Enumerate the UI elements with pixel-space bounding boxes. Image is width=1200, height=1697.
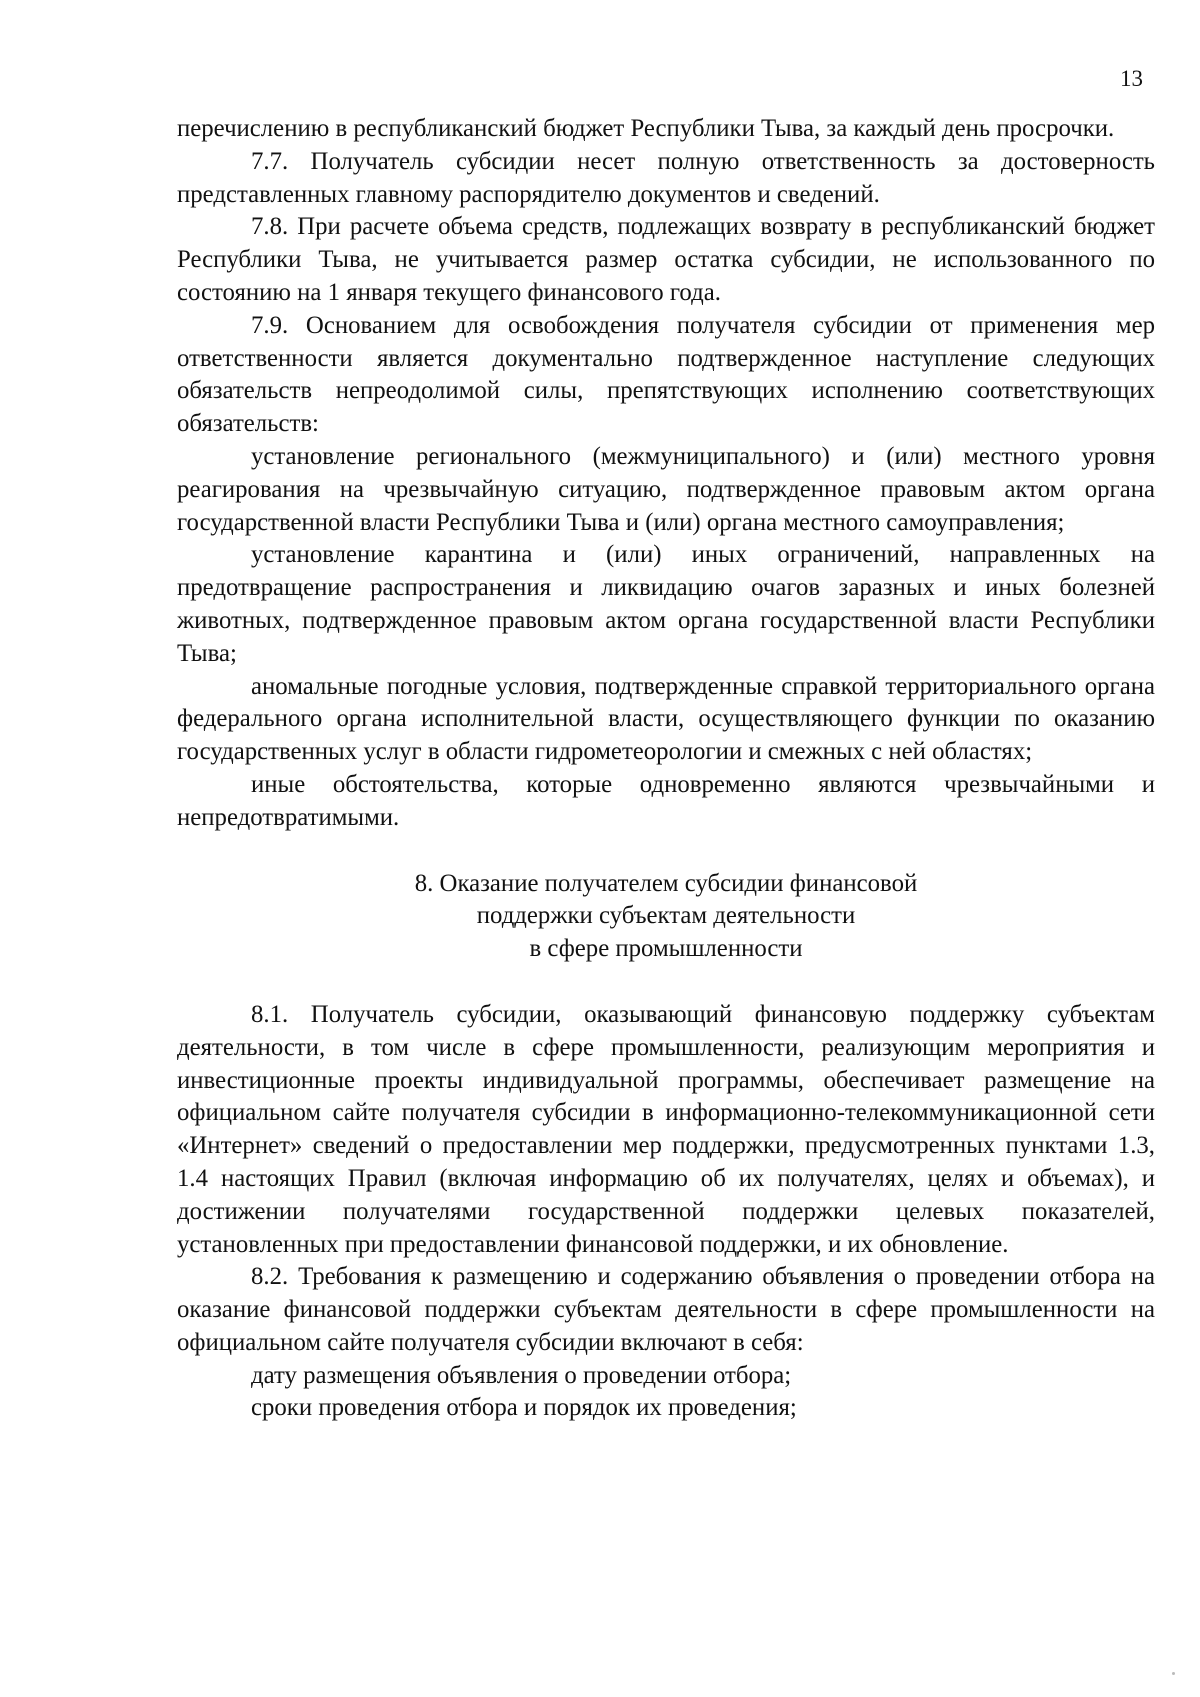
- section-8-title-line-3: в сфере промышленности: [529, 935, 803, 963]
- list-item-announcement-date: дату размещения объявления о проведении отбора;: [251, 1361, 792, 1389]
- section-8-title-line-2: поддержки субъектам деятельности: [476, 902, 856, 930]
- list-item-emergency: установление регионального (межмуниципального) и (или) местного уровня реагирования на чрезвычайную ситуацию, подтвержденное правовым актом органа государственной власти Республики Тыва и (или) органа местного самоуправления;: [177, 442, 1155, 536]
- section-8-title-line-1: 8. Оказание получателем субсидии финансовой: [414, 869, 918, 897]
- section-8-heading: [177, 868, 1155, 966]
- document-body: [177, 113, 1155, 1425]
- scan-speck: [1172, 1672, 1175, 1675]
- list-item-weather: аномальные погодные условия, подтвержденные справкой территориального органа федерального органа исполнительной власти, осуществляющего функции по оказанию государственных услуг в области гидрометеорологии и смежных с ней областях;: [177, 672, 1155, 766]
- list-item-quarantine: установление карантина и (или) иных ограничений, направленных на предотвращение распространения и ликвидацию очагов заразных и иных болезней животных, подтвержденное правовым актом органа государственной власти Республики Тыва;: [177, 541, 1155, 667]
- page-number: 13: [1120, 66, 1143, 91]
- paragraph-7-7: 7.7. Получатель субсидии несет полную ответственность за достоверность представленных главному распорядителю документов и сведений.: [177, 147, 1155, 208]
- paragraph-continuation: перечислению в республиканский бюджет Республики Тыва, за каждый день просрочки.: [177, 115, 1115, 142]
- paragraph-7-8: 7.8. При расчете объема средств, подлежащих возврату в республиканский бюджет Республики Тыва, не учитывается размер остатка субсидии, не использованного по состоянию на 1 января текущего финансового года.: [177, 213, 1155, 306]
- list-item-selection-terms: сроки проведения отбора и порядок их проведения;: [251, 1394, 797, 1422]
- paragraph-8-1: 8.1. Получатель субсидии, оказывающий финансовую поддержку субъектам деятельности, в том числе в сфере промышленности, реализующим мероприятия и инвестиционные проекты индивидуальной программы, обеспечивает размещение на официальном сайте получателя субсидии в информационно-телекоммуникационной сети «Интернет» сведений о предоставлении мер поддержки, предусмотренных пунктами 1.3, 1.4 настоящих Правил (включая информацию об их получателях, целях и объемах), и достижении получателями государственной поддержки целевых показателей, установленных при предоставлении финансовой поддержки, и их обновление.: [177, 1000, 1155, 1258]
- paragraph-7-9: 7.9. Основанием для освобождения получателя субсидии от применения мер ответственности является документально подтвержденное наступление следующих обязательств непреодолимой силы, препятствующих исполнению соответствующих обязательств:: [177, 311, 1155, 438]
- paragraph-8-2: 8.2. Требования к размещению и содержанию объявления о проведении отбора на оказание финансовой поддержки субъектам деятельности в сфере промышленности на официальном сайте получателя субсидии включают в себя:: [177, 1263, 1155, 1356]
- list-item-other-circumstances: иные обстоятельства, которые одновременно являются чрезвычайными и непредотвратимыми.: [177, 770, 1155, 831]
